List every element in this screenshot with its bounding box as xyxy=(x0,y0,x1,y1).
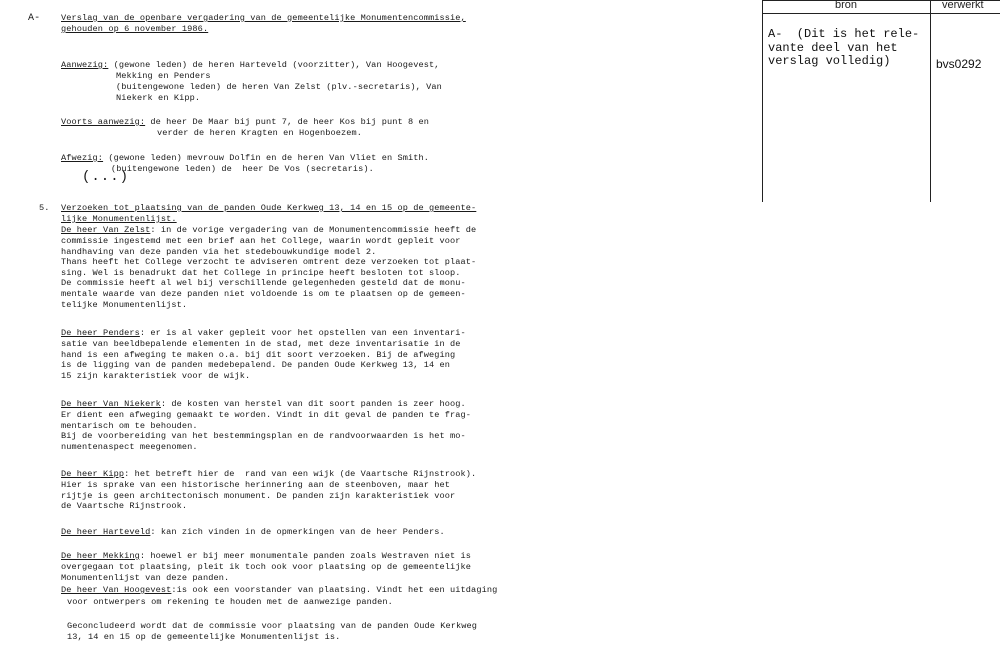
present-line-4: Niekerk en Kipp. xyxy=(116,93,201,103)
kipp-line-1: : het betreft hier de rand van een wijk (de Vaartsche Rijnstrook). xyxy=(124,469,477,479)
conclusion-paragraph: Geconcludeerd wordt dat de commissie voor plaatsing van de panden Oude Kerkweg 13, 14 en 15 op de gemeentelijke Monumentenlijst is. xyxy=(67,621,478,642)
present-line-2: Mekking en Penders xyxy=(116,71,211,81)
table-header-divider xyxy=(762,13,1000,14)
speaker-harteveld: De heer Harteveld xyxy=(61,527,151,537)
penders-line-1: : er is al vaker gepleit voor het opstellen van een inventari- xyxy=(139,328,466,338)
van-hoogevest-line-1: :is ook een voorstander van plaatsing. Vindt het een uitdaging xyxy=(171,585,498,595)
cell-processed-code: bvs0292 xyxy=(936,57,982,71)
item-number: 5. xyxy=(39,203,50,213)
header-verwerkt: verwerkt xyxy=(942,0,984,11)
table-column-divider xyxy=(930,0,931,202)
absent-label: Afwezig: xyxy=(61,153,104,163)
title-line-1: Verslag van de openbare vergadering van de gemeentelijke Monumentencommissie, xyxy=(61,13,466,23)
also-present-line-2: verder de heren Kragten en Hogenboezem. xyxy=(157,128,363,138)
mekking-paragraph: overgegaan tot plaatsing, pleit ik toch ook voor plaatsing op de gemeentelijke Monumentenlijst van deze panden. xyxy=(61,562,472,583)
also-present-label: Voorts aanwezig: xyxy=(61,117,146,127)
van-zelst-line-1: : in de vorige vergadering van de Monumentencommissie heeft de xyxy=(150,225,477,235)
penders-paragraph: satie van beeldbepalende elementen in de stad, met deze inventarisatie in de hand is een afweging te maken o.a. bij dit soort verzoeken. Bij de afweging is de ligging van de panden medebepalend. De panden Oude Kerkweg 13, 14 en 15 zijn karakteristiek voor de wijk. xyxy=(61,339,461,381)
speaker-van-hoogevest: De heer Van Hoogevest xyxy=(61,585,172,595)
title-line-2: gehouden op 6 november 1986. xyxy=(61,24,209,34)
harteveld-line-1: : kan zich vinden in de opmerkingen van de heer Penders. xyxy=(150,527,445,537)
kipp-paragraph: Hier is sprake van een historische herinnering aan de steenboven, maar het rijtje is geen architectonisch monument. De panden zijn karakteristiek voor de Vaartsche Rijnstrook. xyxy=(61,480,456,512)
van-zelst-paragraph: commissie ingestemd met een brief aan het College, waarin wordt gepleit voor handhaving van deze panden via het stedebouwkundige model 2. Thans heeft het College verzocht te adviseren omtrent deze verzoeken tot plaat- sing. Wel is benadrukt dat het College in principe heeft besloten tot sloop. De commissie heeft al wel bij verschillende gelegenheden gesteld dat de monu- mentale waarde van deze panden niet voldoende is om te plaatsen op de gemeen- telijke Monumentenlijst. xyxy=(61,236,477,310)
van-niekerk-line-1: : de kosten van herstel van dit soort panden is zeer hoog. xyxy=(160,399,466,409)
source-table xyxy=(762,0,1000,202)
mekking-line-1: : hoewel er bij meer monumentale panden zoals Westraven niet is xyxy=(139,551,472,561)
speaker-kipp: De heer Kipp xyxy=(61,469,125,479)
omission-ellipsis: (...) xyxy=(82,169,130,185)
present-line-3: (buitengewone leden) de heren Van Zelst (plv.-secretaris), Van xyxy=(116,82,442,92)
present-line-1: (gewone leden) de heren Harteveld (voorzitter), Van Hoogevest, xyxy=(108,60,440,70)
speaker-mekking: De heer Mekking xyxy=(61,551,140,561)
also-present-line-1: de heer De Maar bij punt 7, de heer Kos bij punt 8 en xyxy=(145,117,430,127)
van-niekerk-paragraph: Er dient een afweging gemaakt te worden. Vindt in dit geval de panden te frag- mentarisch om te behouden. Bij de voorbereiding van het bestemmingsplan en de randvoorwaarden is het mo- numentenaspect meegenomen. xyxy=(61,410,472,452)
section-marker-a: A- xyxy=(28,13,41,24)
cell-source-note: A- (Dit is het rele- vante deel van het verslag volledig) xyxy=(768,27,920,68)
table-left-border xyxy=(762,0,763,202)
speaker-penders: De heer Penders xyxy=(61,328,140,338)
absent-line-1: (gewone leden) mevrouw Dolfin en de heren Van Vliet en Smith. xyxy=(103,153,430,163)
speaker-van-niekerk: De heer Van Niekerk xyxy=(61,399,161,409)
present-label: Aanwezig: xyxy=(61,60,109,70)
speaker-van-zelst: De heer Van Zelst xyxy=(61,225,151,235)
item-title-line-2: lijke Monumentenlijst. xyxy=(61,214,177,224)
item-title-line-1: Verzoeken tot plaatsing van de panden Oude Kerkweg 13, 14 en 15 op de gemeente- xyxy=(61,203,477,213)
van-hoogevest-line-2: voor ontwerpers om rekening te houden met de aanwezige panden. xyxy=(67,597,393,607)
absent-line-2: (buitengewone leden) de heer De Vos (secretaris). xyxy=(111,164,374,174)
header-bron: bron xyxy=(835,0,858,11)
